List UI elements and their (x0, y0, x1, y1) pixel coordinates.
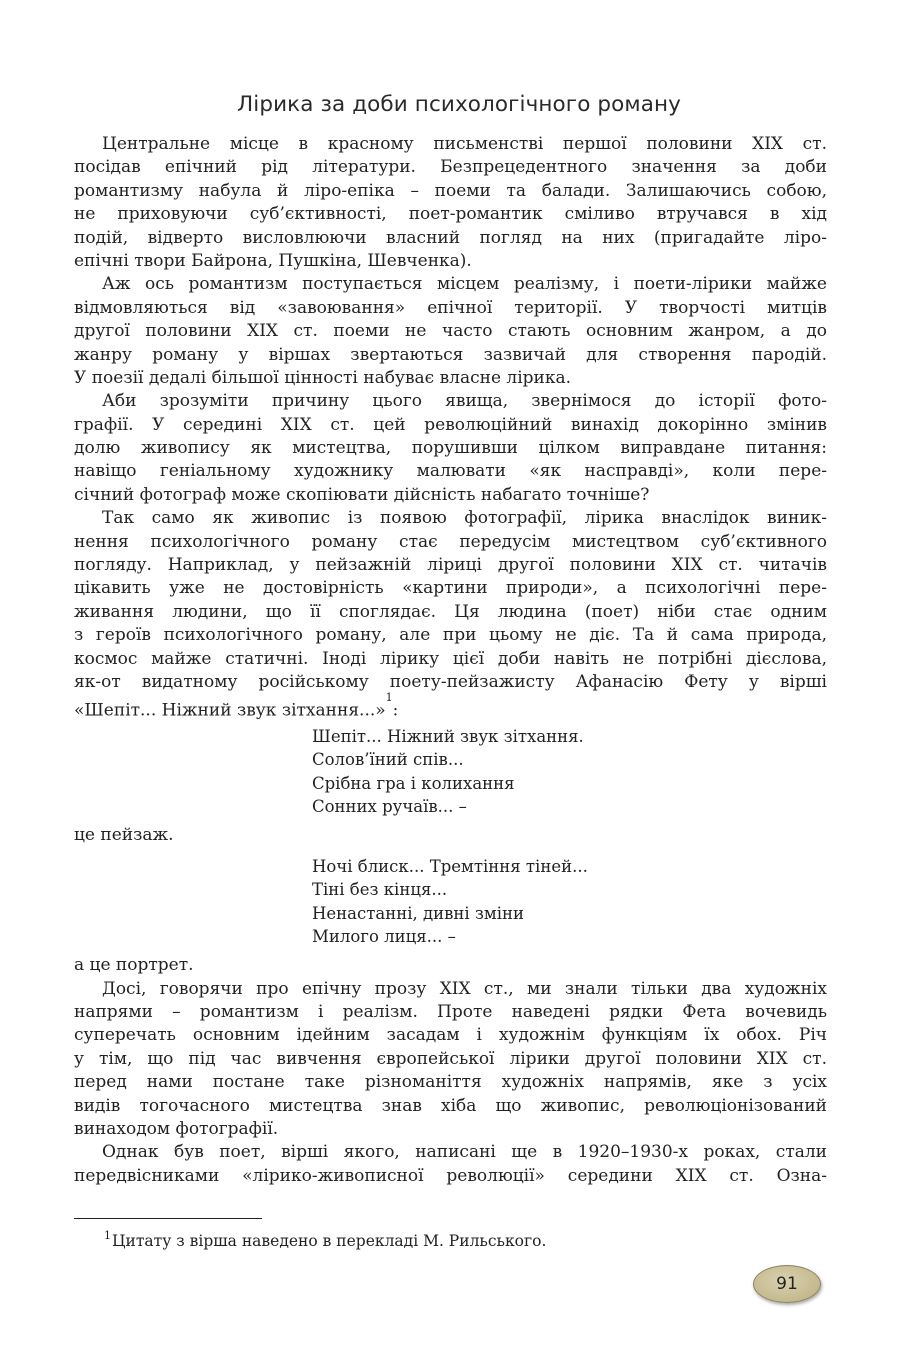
section-heading: Лірика за доби психологічного роману (237, 92, 681, 117)
paragraph-6 (74, 1141, 827, 1188)
text-line: погляду. Наприклад, у пейзажній ліриці другої половини XIX ст. читачів (74, 555, 827, 576)
text-line: винаходом фотографії. (74, 1119, 279, 1140)
page-number: 91 (776, 1274, 798, 1294)
poem-line: Солов’їний спів... (312, 750, 464, 770)
text-line: це пейзаж. (74, 825, 174, 846)
text-line: Так само як живопис із появою фотографії, лірика внаслідок виник- (102, 508, 827, 529)
text-line: Аж ось романтизм поступається місцем реалізму, і поети-лірики майже (102, 274, 827, 295)
text-line: романтизму набула й ліро-епіка – поеми та балади. Залишаючись собою, (74, 180, 827, 201)
poem-line: Ненастанні, дивні зміни (312, 903, 525, 923)
poem-line: Срібна гра і колихання (312, 773, 515, 793)
text-line: відмовляються від «завоювання» епічної території. У творчості митців (74, 297, 827, 318)
text-line: а це портрет. (74, 955, 194, 976)
poem-line: Шепіт... Ніжний звук зітхання. (312, 726, 584, 746)
text-line: Однак був поет, вірші якого, написані ще в 1920–1930-х роках, стали (102, 1142, 827, 1163)
text-line: січний фотограф може скопіювати дійсність набагато точніше? (74, 484, 650, 505)
page-number-badge (753, 1265, 821, 1303)
footnote-text: Цитату з вірша наведено в перекладі М. Рильського. (112, 1232, 547, 1250)
text-line: епічні твори Байрона, Пушкіна, Шевченка). (74, 250, 472, 271)
paragraph-4 (74, 507, 827, 722)
text-line: Аби зрозуміти причину цього явища, звернімося до історії фото- (102, 391, 827, 412)
text-line: У поезії дедалі більшої цінності набуває власне лірика. (74, 367, 572, 388)
poem-line: Сонних ручаїв... – (312, 796, 467, 816)
poem-stanza-2 (74, 855, 827, 949)
text-line: космос майже статичні. Іноді лірику цієї доби навіть не потрібні дієслова, (74, 648, 827, 669)
text-line: суперечать основним ідейним засадам і художнім функціям їх обох. Річ (74, 1025, 827, 1046)
footnote (104, 1229, 547, 1250)
text-line: навіщо геніальному художнику малювати «як насправді», коли пере- (74, 461, 827, 482)
footnote-number: 1 (104, 1229, 111, 1242)
text-line: жанру роману у віршах звертаються зазвичай для створення пародій. (74, 344, 827, 365)
text-line: передвісниками «лірико-живописної революції» середини XIX ст. Озна- (74, 1165, 827, 1186)
text-line: з героїв психологічного роману, але при цьому не діє. Та й сама природа, (74, 625, 827, 646)
text-line: цікавить уже не достовірність «картини природи», а психологічні пере- (74, 578, 827, 599)
poem-line: Тіні без кінця... (312, 880, 448, 900)
text-line: графії. У середині XIX ст. цей революційний винахід докорінно змінив (74, 414, 827, 435)
poem-line: Милого лиця... – (312, 926, 456, 946)
paragraph-3 (74, 390, 827, 507)
footnote-reference[interactable]: 1 (385, 691, 393, 705)
text-line: Центральне місце в красному письменстві першої половини XIX ст. (102, 134, 827, 154)
text-line: видів тогочасного мистецтва знав хіба що живопис, революціонізований (74, 1095, 827, 1116)
text-line: напрями – романтизм і реалізм. Проте наведені рядки Фета вочевидь (74, 1002, 827, 1023)
text-line: не приховуючи суб’єктивності, поет-романтик сміливо втручався в хід (74, 204, 827, 225)
text-line (74, 691, 827, 722)
text-line: Досі, говорячи про епічну прозу XIX ст., ми знали тільки два художніх (102, 978, 827, 999)
body-text (74, 133, 827, 1188)
text-line: як-от видатному російському поету-пейзажисту Афанасію Фету у вірші (74, 671, 827, 692)
text-line: долю живопису як мистецтва, порушивши цілком виправдане питання: (74, 438, 827, 459)
footnote-divider (74, 1218, 262, 1219)
text-line: у тім, що під час вивчення європейської лірики другої половини XIX ст. (74, 1048, 827, 1069)
colon: : (392, 701, 399, 722)
text-line: живання людини, що її споглядає. Ця людина (поет) ніби стає одним (74, 601, 827, 622)
text-line: другої половини XIX ст. поеми не часто стають основним жанром, а до (74, 321, 827, 342)
text-line: нення психологічного роману стає передусім мистецтвом суб’єктивного (74, 531, 827, 552)
text-line: подій, відверто висловлюючи власний погляд на них (пригадайте ліро- (74, 227, 827, 248)
poem-line: Ночі блиск... Тремтіння тіней... (312, 856, 588, 876)
text-line: посідав епічний рід літератури. Безпрецедентного значення за доби (74, 157, 827, 178)
poem-title-quote: «Шепіт... Ніжний звук зітхання...» (74, 701, 386, 722)
poem-stanza-1 (74, 725, 827, 819)
paragraph-5 (74, 978, 827, 1142)
paragraph-2 (74, 273, 827, 390)
paragraph-1 (74, 133, 827, 273)
text-line: перед нами постане таке різноманіття художніх напрямів, яке з усіх (74, 1072, 827, 1093)
